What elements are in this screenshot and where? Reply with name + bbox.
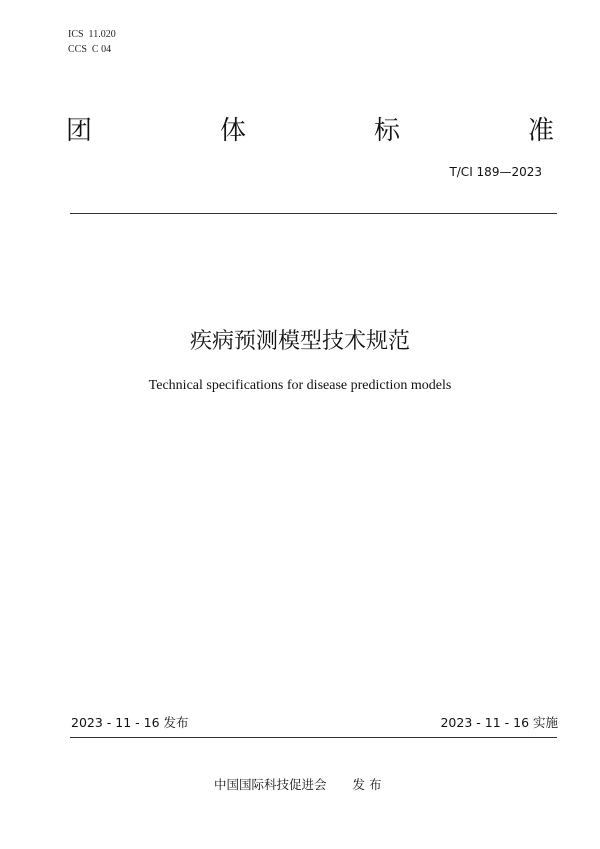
title-chinese: 疾病预测模型技术规范 (189, 329, 410, 354)
ccs-code: CCS C 04 (68, 44, 112, 55)
bottom-divider (70, 737, 557, 738)
title-english: Technical specifications for disease prediction models (148, 378, 452, 393)
document-type-heading (66, 114, 554, 148)
doc-type-char: 团 (66, 116, 93, 146)
issue-date: 2023 - 11 - 16 发布 (71, 715, 189, 730)
doc-type-char: 标 (373, 116, 400, 146)
standard-number: T/CI 189—2023 (449, 165, 542, 179)
doc-type-char: 准 (527, 116, 554, 146)
publisher-action: 发 布 (352, 777, 382, 792)
publisher-name: 中国国际科技促进会 (214, 777, 327, 792)
top-divider (70, 213, 557, 214)
publisher-line (214, 776, 382, 793)
classification-codes (68, 27, 116, 57)
doc-type-char: 体 (219, 116, 246, 146)
implementation-date: 2023 - 11 - 16 实施 (440, 715, 558, 730)
ics-code: ICS 11.020 (68, 29, 116, 40)
